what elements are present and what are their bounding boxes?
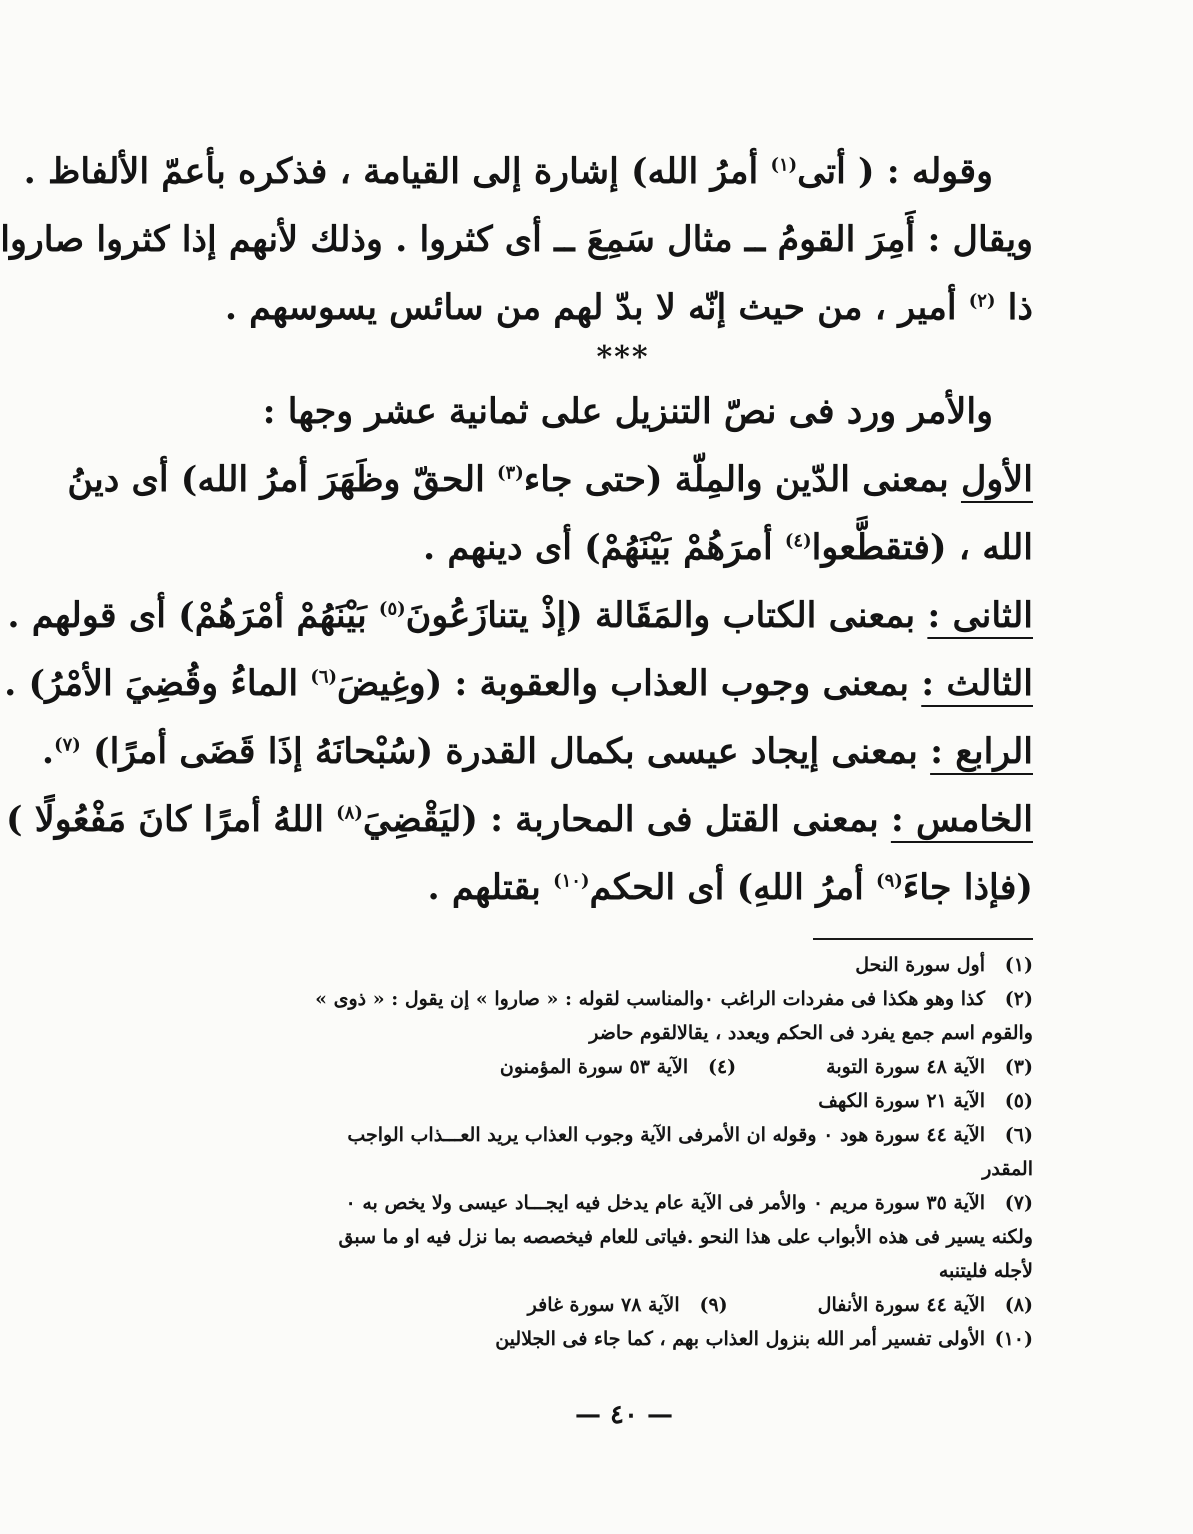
intro-paragraph [0,138,1033,342]
footnote-5: (٥)الآية ٢١ سورة الكهف [818,1090,1033,1112]
meanings-list [4,378,1033,922]
footnote-9: (٩)الآية ٧٨ سورة غافر [527,1294,728,1316]
footnote-8: (٨)الآية ٤٤ سورة الأنفال [817,1294,1033,1316]
footnote-4: (٤)الآية ٥٣ سورة المؤمنون [499,1056,737,1078]
footnotes-8-9 [213,1288,1033,1322]
meaning-line-6: الرابع : بمعنى إيجاد عيسى بكمال القدرة (سُبْحانَهُ إذَا قَضَى أمرًا) $^{(٧)}$. [41,731,1033,772]
meaning-line-5: الثالث : بمعنى وجوب العذاب والعقوبة : (وغِيضَ$^{(٦)}$ الماءُ وقُضِيَ الأمْرُ) . [4,663,1033,704]
meaning-line-3: الله ، (فتقطَّعوا$^{(٤)}$ أمرَهُمْ بَيْنَهُمْ) أى دينهم . [422,527,1033,568]
footnote-6-continued: المقدر [982,1158,1033,1180]
main-text [0,138,1033,922]
meaning-line-7: الخامس : بمعنى القتل فى المحاربة : (ليَقْضِيَ$^{(٨)}$ اللهُ أمرًا كانَ مَفْعُولًا ) [5,799,1033,840]
footnote-1: (١)أول سورة النحل [855,954,1033,976]
meaning-line-1: والأمر ورد فى نصّ التنزيل على ثمانية عشر وجها : [262,391,993,432]
intro-line-2: ويقال : أَمِرَ القومُ ــ مثال سَمِعَ ــ أى كثروا . وذلك لأنهم إذا كثروا صاروا [0,219,1033,260]
footnotes [213,948,1033,1356]
section-separator: *** [596,340,650,375]
intro-line-3: ذا $^{(٢)}$ أمير ، من حيث إنّه لا بدّ لهم من سائس يسوسهم . [224,287,1033,328]
footnote-7-continued-2: لأجله فليتنبه [938,1260,1033,1282]
footnote-7: (٧)الآية ٣٥ سورة مريم ٠ والأمر فى الآية عام يدخل فيه ايجـــاد عيسى ولا يخص به ٠ [345,1192,1033,1214]
footnote-6: (٦)الآية ٤٤ سورة هود ٠ وقوله ان الأمرفى الآية وجوب العذاب يريد العـــذاب الواجب [347,1124,1033,1146]
intro-line-1: وقوله : ( أتى$^{(١)}$ أمرُ الله) إشارة إلى القيامة ، فذكره بأعمّ الألفاظ . [23,151,993,192]
footnote-2-continued: والقوم اسم جمع يفرد فى الحكم ويعدد ، يقالالقوم حاضر [589,1022,1033,1044]
page-content [0,138,1033,1356]
footnote-3: (٣)الآية ٤٨ سورة التوبة [826,1056,1033,1078]
meaning-line-4: الثانى : بمعنى الكتاب والمَقَالة (إذْ يتنازَعُونَ$^{(٥)}$ بَيْنَهُمْ أمْرَهُمْ) أى قولهم . [7,595,1033,636]
footnotes-3-4 [213,1050,1033,1084]
meaning-line-2: الأول بمعنى الدّين والمِلّة (حتى جاء$^{(٣)}$ الحقّ وظَهَرَ أمرُ الله) أى دينُ [67,459,1033,500]
meaning-line-8: (فإذا جاءَ$^{(٩)}$ أمرُ اللهِ) أى الحكم$^{(١٠)}$ بقتلهم . [427,867,1033,908]
footnote-rule [813,938,1033,940]
footnote-10: (١٠)الأولى تفسير أمر الله بنزول العذاب بهم ، كما جاء فى الجلالين [495,1328,1033,1350]
footnote-2: (٢)كذا وهو هكذا فى مفردات الراغب ٠والمناسب لقوله : « صاروا » إن يقول : « ذوى » [315,988,1033,1010]
page-number: — ٤٠ — [574,1400,674,1430]
footnote-7-continued: ولكنه يسير فى هذه الأبواب على هذا النحو .فياتى للعام فيخصصه بما نزل فيه او ما سبق [338,1226,1033,1248]
